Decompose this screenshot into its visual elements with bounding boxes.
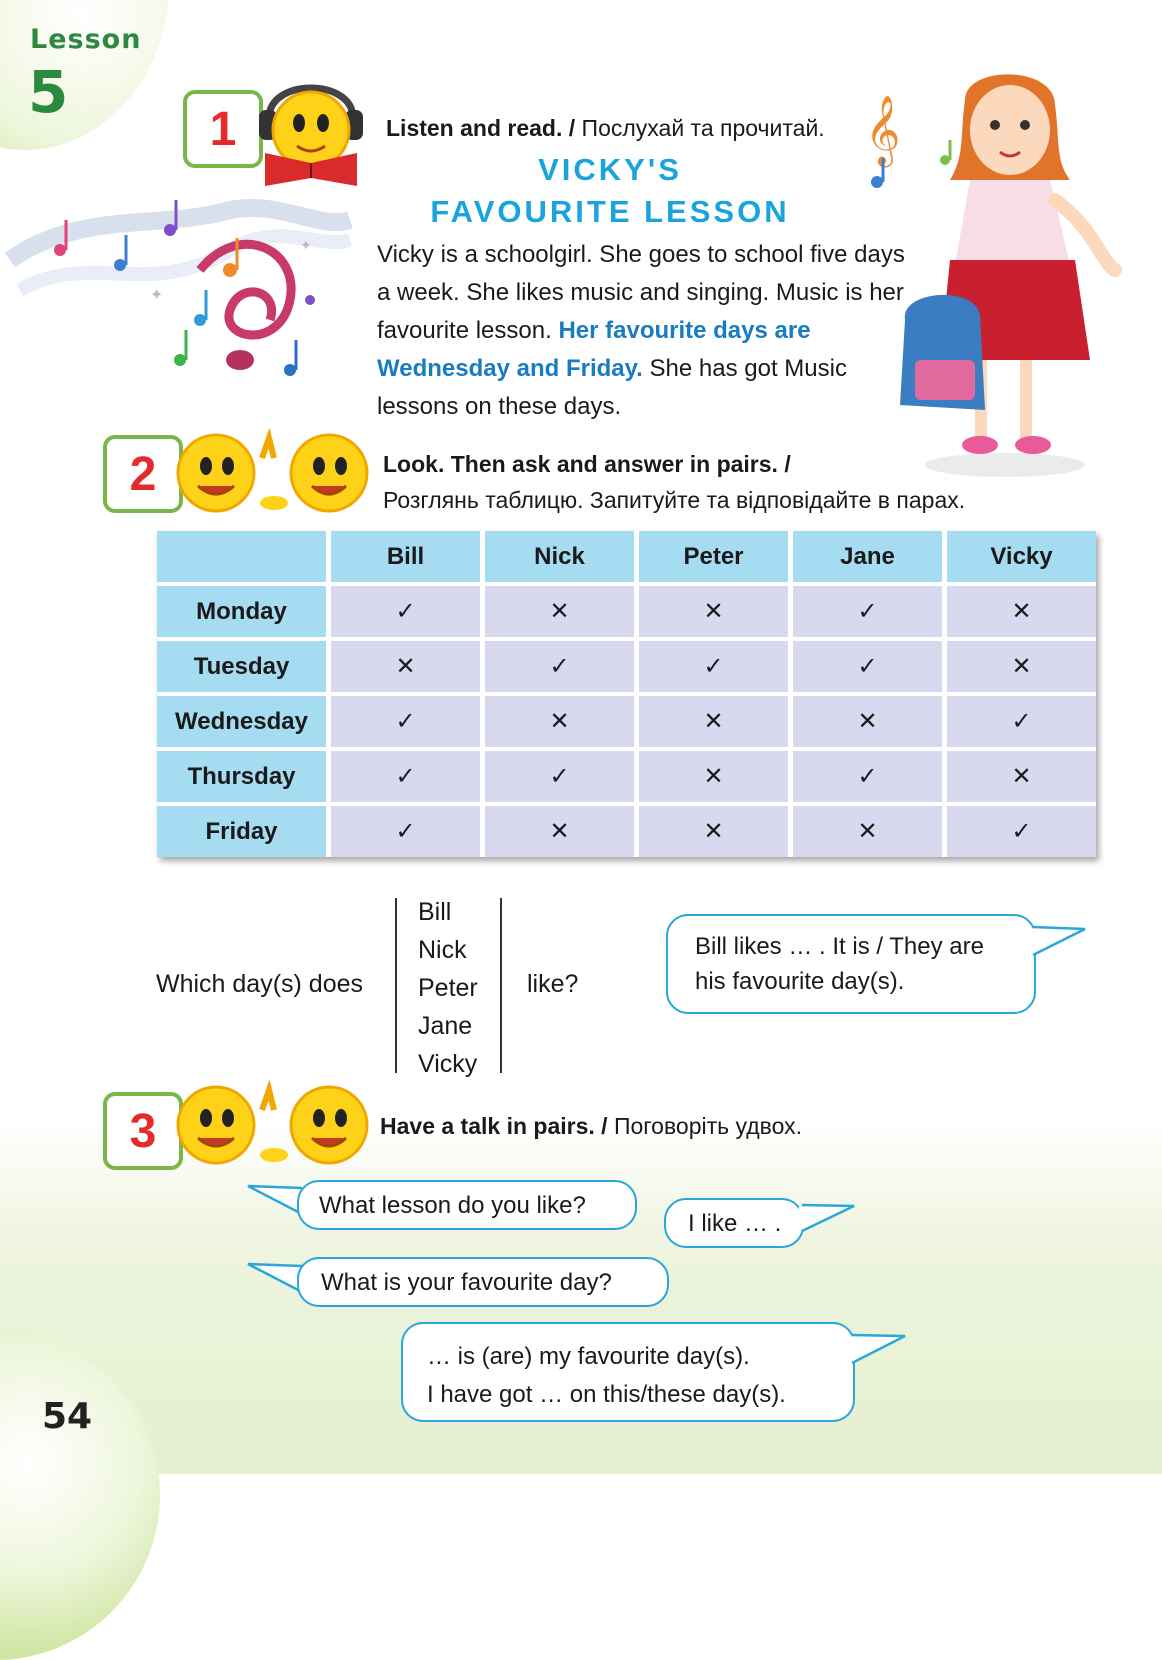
mark-cell: ✕ (485, 586, 634, 637)
bubble-question-1 (297, 1180, 637, 1230)
exercise-3-instruction (380, 1113, 802, 1140)
table-header-row (157, 531, 1096, 582)
mark-cell: ✓ (793, 641, 942, 692)
bubble-answer-1 (664, 1198, 804, 1248)
exercise-2-instruction-ua: Розглянь таблицю. Запитуйте та відповідайте в парах. (383, 487, 966, 513)
svg-text:✦: ✦ (150, 285, 164, 304)
story-part-1: Vicky is a schoolgirl. She goes to school five days a week. She likes music and singing. Music is her favourite lesson. (377, 241, 905, 344)
exercise-3-instruction-en: Have a talk in pairs. / (380, 1113, 608, 1139)
bubble-answer-2-line-2: I have got … on this/these day(s). (427, 1381, 786, 1408)
mark-cell: ✕ (485, 806, 634, 857)
answer-bubble-tail (1030, 925, 1090, 965)
mark-cell: ✕ (485, 696, 634, 747)
story-part-2: She has got Music lessons on these days. (377, 355, 847, 420)
mark-cell: ✕ (947, 586, 1096, 637)
day-label: Wednesday (157, 696, 326, 747)
svg-text:✦: ✦ (300, 238, 312, 254)
svg-text:𝄞: 𝄞 (865, 95, 901, 165)
story-title-line-1: VICKY'S (538, 152, 682, 187)
column-header: Bill (331, 531, 480, 582)
question-end: like? (527, 970, 579, 998)
page-number: 54 (42, 1396, 93, 1437)
table-row (157, 586, 1096, 637)
mark-cell: ✓ (331, 751, 480, 802)
column-header: Peter (639, 531, 788, 582)
mark-cell: ✕ (639, 806, 788, 857)
name-item: Jane (418, 1012, 473, 1040)
bubble-question-1-text: What lesson do you like? (319, 1192, 586, 1219)
bubble-answer-1-text: I like … . (688, 1210, 782, 1237)
mark-cell: ✕ (639, 696, 788, 747)
bubble-question-2-text: What is your favourite day? (321, 1269, 612, 1296)
name-item: Bill (418, 898, 452, 926)
mark-cell: ✓ (793, 751, 942, 802)
bubble-a1-tail (799, 1203, 859, 1239)
mark-cell: ✓ (331, 806, 480, 857)
mark-cell: ✓ (793, 586, 942, 637)
story-text (377, 236, 917, 426)
mark-cell: ✓ (639, 641, 788, 692)
mark-cell: ✕ (947, 641, 1096, 692)
day-label: Thursday (157, 751, 326, 802)
table-row (157, 751, 1096, 802)
bubble-question-2 (297, 1257, 669, 1307)
bubble-a2-tail (849, 1333, 911, 1373)
mark-cell: ✕ (793, 696, 942, 747)
name-item: Peter (418, 974, 478, 1002)
day-label: Monday (157, 586, 326, 637)
exercise-1-instruction-en: Listen and read. / (386, 115, 576, 141)
mark-cell: ✕ (639, 751, 788, 802)
day-label: Tuesday (157, 641, 326, 692)
exercise-1-instruction-ua: Послухай та прочитай. (581, 115, 825, 141)
mark-cell: ✕ (947, 751, 1096, 802)
table-corner (157, 531, 326, 582)
story-title-line-2: FAVOURITE LESSON (430, 194, 790, 229)
answer-line-2: his favourite day(s). (695, 968, 905, 995)
exercise-2-number: 2 (103, 435, 183, 513)
lesson-label: Lesson (30, 24, 142, 55)
column-header: Vicky (947, 531, 1096, 582)
bubble-answer-2 (401, 1322, 855, 1422)
listen-read-icon (255, 68, 367, 188)
column-header: Nick (485, 531, 634, 582)
mark-cell: ✓ (947, 696, 1096, 747)
exercise-3-instruction-ua: Поговоріть удвох. (613, 1113, 803, 1139)
answer-line-1: Bill likes … . It is / They are (695, 933, 984, 960)
mark-cell: ✕ (639, 586, 788, 637)
left-divider (395, 898, 397, 1073)
lesson-number: 5 (28, 58, 69, 126)
names-list (418, 893, 478, 1083)
mark-cell: ✓ (331, 586, 480, 637)
mark-cell: ✕ (793, 806, 942, 857)
pair-talk-icon (174, 428, 369, 518)
music-notes-illustration (0, 190, 360, 405)
table-row (157, 806, 1096, 857)
lesson-badge (0, 0, 170, 150)
pair-talk-icon-2 (174, 1080, 369, 1170)
name-item: Vicky (418, 1050, 478, 1078)
mark-cell: ✓ (331, 696, 480, 747)
exercise-1-instruction (386, 115, 825, 142)
days-table (157, 531, 1096, 857)
story-highlight: Her favourite days are Wednesday and Friday. (377, 317, 811, 382)
answer-speech-bubble (666, 914, 1036, 1014)
exercise-3-number: 3 (103, 1092, 183, 1170)
mark-cell: ✓ (947, 806, 1096, 857)
day-label: Friday (157, 806, 326, 857)
exercise-2-instruction-en: Look. Then ask and answer in pairs. / (383, 451, 791, 477)
mark-cell: ✓ (485, 641, 634, 692)
right-divider (500, 898, 502, 1073)
exercise-1-number: 1 (183, 90, 263, 168)
column-header: Jane (793, 531, 942, 582)
table-row (157, 641, 1096, 692)
exercise-2-instruction (383, 446, 965, 518)
mark-cell: ✓ (485, 751, 634, 802)
name-item: Nick (418, 936, 467, 964)
mark-cell: ✕ (331, 641, 480, 692)
question-start: Which day(s) does (156, 970, 364, 998)
table-row (157, 696, 1096, 747)
bubble-answer-2-line-1: … is (are) my favourite day(s). (427, 1343, 750, 1370)
